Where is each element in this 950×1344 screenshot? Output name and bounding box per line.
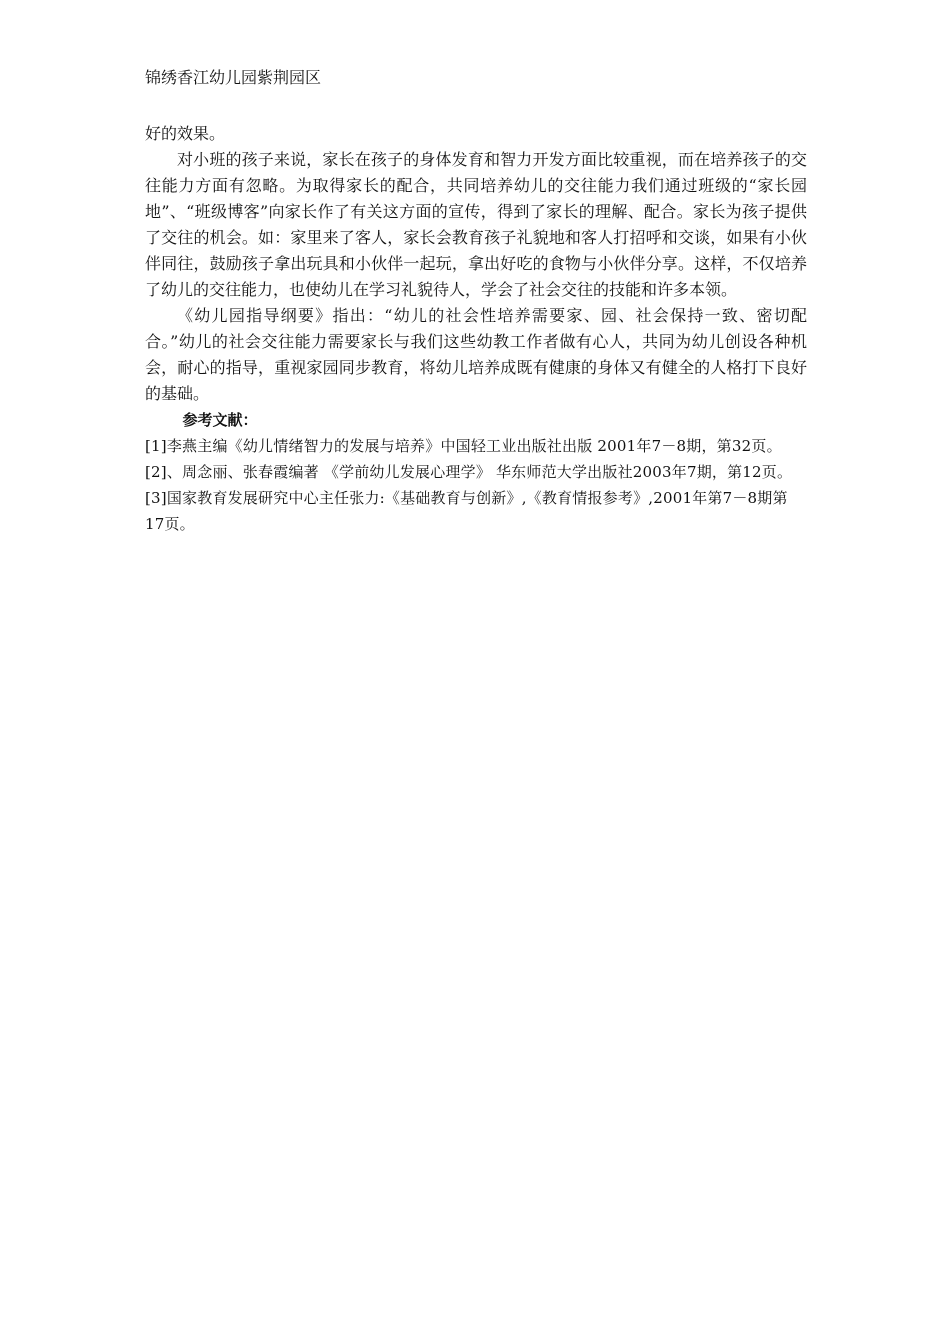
page-header: 锦绣香江幼儿园紫荆园区 (145, 68, 322, 87)
references-heading: 参考文献： (182, 411, 258, 429)
paragraph-guideline-quote: 《幼儿园指导纲要》指出：“幼儿的社会性培养需要家、园、社会保持一致、密切配合。”幼儿的社会交往能力需要家长与我们这些幼教工作者做有心人，共同为幼儿创设各种机会，耐心的指导，重视家园同步教育，将幼儿培养成既有健康的身体又有健全的人格打下良好的基础。 (145, 306, 807, 403)
reference-item: [1]李燕主编《幼儿情绪智力的发展与培养》中国轻工业出版社出版 2001年7－8期，第32页。 (145, 437, 782, 455)
paragraph-parent-cooperation: 对小班的孩子来说，家长在孩子的身体发育和智力开发方面比较重视，而在培养孩子的交往能力方面有忽略。为取得家长的配合，共同培养幼儿的交往能力我们通过班级的“家长园地”、“班级博客”向家长作了有关这方面的宣传，得到了家长的理解、配合。家长为孩子提供了交往的机会。如：家里来了客人，家长会教育孩子礼貌地和客人打招呼和交谈，如果有小伙伴同往，鼓励孩子拿出玩具和小伙伴一起玩，拿出好吃的食物与小伙伴分享。这样，不仅培养了幼儿的交往能力，也使幼儿在学习礼貌待人，学会了社会交往的技能和许多本领。 (145, 150, 807, 299)
reference-item: [2]、周念丽、张春霞编著 《学前幼儿发展心理学》 华东师范大学出版社2003年7期，第12页。 (145, 463, 793, 481)
references-list (145, 433, 807, 537)
article-body (145, 121, 807, 537)
reference-item: [3]国家教育发展研究中心主任张力:《基础教育与创新》,《教育情报参考》,2001年第7－8期第17页。 (145, 489, 788, 533)
paragraph-continuation: 好的效果。 (145, 124, 226, 143)
